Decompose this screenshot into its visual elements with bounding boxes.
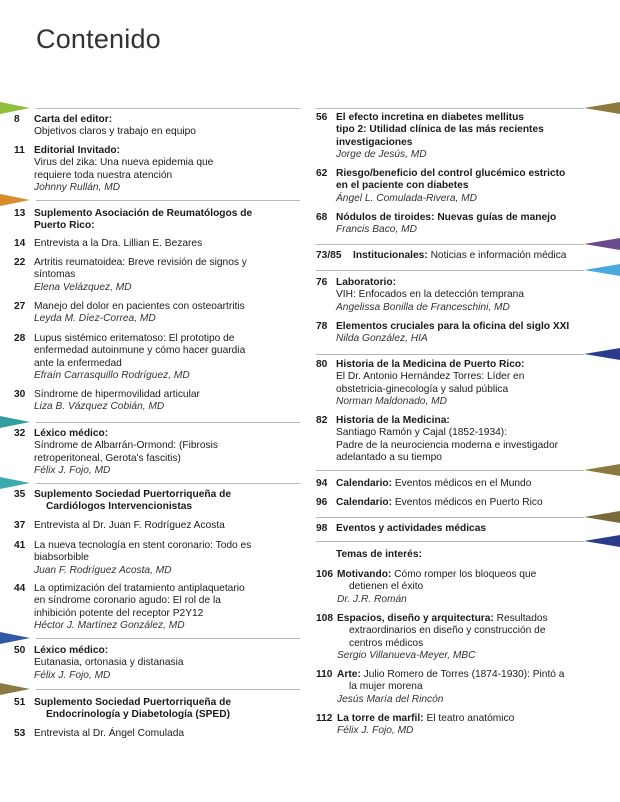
entry-text: Padre de la neurociencia moderna e investigador — [336, 439, 559, 451]
page-number: 73/85 — [316, 250, 342, 261]
entry-text: El teatro anatómico — [426, 713, 515, 724]
entry-text: Manejo del dolor en pacientes con osteoartritis — [34, 301, 245, 312]
marker-brown — [584, 511, 620, 523]
separator — [316, 244, 584, 245]
entry-title: Suplemento Asociación de Reumatólogos de — [34, 208, 253, 219]
entry-text: inhibición potente del receptor P2Y12 — [34, 607, 204, 619]
marker-purple — [584, 238, 620, 250]
entry-title: investigaciones — [336, 136, 413, 148]
entry-title: Nódulos de tiroides: Nuevas guías de manejo — [336, 212, 557, 223]
marker-orange — [0, 194, 30, 206]
separator — [36, 422, 300, 423]
entry-author: Johnny Rullán, MD — [34, 182, 121, 194]
entry-author: Dr. J.R. Román — [337, 593, 407, 605]
page-number: 76 — [316, 277, 328, 288]
separator — [36, 638, 300, 639]
entry-title: Objetivos claros y trabajo en equipo — [34, 126, 196, 138]
entry-text: biabsorbible — [34, 552, 89, 564]
entry-title: Suplemento Sociedad Puertorriqueña de — [34, 697, 231, 708]
page-number: 51 — [14, 697, 26, 708]
entry-text: Lupus sistémico eritematoso: El prototipo de — [34, 333, 235, 344]
page-number: 108 — [316, 613, 333, 624]
entry-title: Calendario: — [336, 497, 393, 508]
page-number: 106 — [316, 569, 333, 580]
page-number: 112 — [316, 713, 333, 724]
separator — [36, 483, 300, 484]
entry-text: Julio Romero de Torres (1874-1930): Pintó a — [363, 669, 565, 680]
page-number: 28 — [14, 333, 26, 344]
marker-cyan — [0, 477, 30, 489]
page-number: 82 — [316, 415, 328, 426]
entry-title: Motivando: — [337, 569, 392, 580]
marker-olive — [584, 102, 620, 114]
entry-title: Puerto Rico: — [34, 220, 95, 232]
section-title: Temas de interés: — [336, 549, 422, 560]
entry-author: Jesús María del Rincón — [337, 693, 444, 705]
entry-title: Institucionales: — [353, 250, 428, 261]
entry-author: Francis Baco, MD — [336, 224, 417, 236]
page-number: 11 — [14, 145, 25, 156]
entry-title: Eventos y actividades médicas — [336, 523, 487, 534]
separator — [316, 517, 584, 518]
entry-text: La optimización del tratamiento antiplaquetario — [34, 583, 245, 594]
separator — [316, 270, 584, 271]
separator — [36, 689, 300, 690]
marker-navy — [584, 348, 620, 360]
separator — [316, 108, 584, 109]
marker-olive — [584, 464, 620, 476]
entry-text: obstetricia-ginecología y salud pública — [336, 383, 509, 395]
entry-author: Ángel L. Comulada-Rivera, MD — [336, 192, 477, 204]
entry-text: requiere toda nuestra atención — [34, 169, 173, 181]
entry-author: Félix J. Fojo, MD — [34, 465, 111, 477]
entry-text: Entrevista al Dr. Juan F. Rodríguez Acosta — [34, 520, 225, 531]
page-number: 14 — [14, 238, 26, 249]
entry-text: Eventos médicos en el Mundo — [394, 478, 532, 489]
entry-title: Espacios, diseño y arquitectura: — [337, 613, 494, 624]
entry-author: Liza B. Vázquez Cobián, MD — [34, 401, 165, 413]
separator — [316, 541, 584, 542]
marker-green — [0, 102, 30, 114]
entry-text: en síndrome coronario agudo: El rol de la — [34, 595, 221, 607]
entry-text: Síndrome de hipermovilidad articular — [34, 389, 200, 400]
entry-title: Calendario: — [336, 478, 393, 489]
entry-text: El Dr. Antonio Hernández Torres: Líder en — [336, 371, 525, 383]
page-number: 56 — [316, 112, 328, 123]
page-number: 35 — [14, 489, 26, 500]
separator — [36, 200, 300, 201]
entry-author: Elena Velázquez, MD — [34, 281, 132, 293]
entry-title: Elementos cruciales para la oficina del siglo XXI — [336, 321, 570, 332]
entry-title: Historia de la Medicina: — [336, 415, 450, 426]
entry-author: Angelissa Bonilla de Franceschini, MD — [336, 301, 510, 313]
page-number: 62 — [316, 168, 328, 179]
entry-title: en el paciente con diabetes — [336, 180, 469, 192]
page-number: 68 — [316, 212, 328, 223]
page-number: 30 — [14, 389, 26, 400]
entry-author: Félix J. Fojo, MD — [34, 669, 111, 681]
entry-title: El efecto incretina en diabetes mellitus — [336, 112, 524, 123]
page-title: Contenido — [36, 24, 161, 54]
marker-navy — [584, 535, 620, 547]
marker-olive — [0, 683, 30, 695]
entry-text: Eventos médicos en Puerto Rico — [394, 497, 543, 508]
page-number: 13 — [14, 208, 26, 219]
page-number: 110 — [316, 669, 333, 680]
page-number: 41 — [14, 540, 26, 551]
entry-text: Virus del zika: Una nueva epidemia que — [34, 157, 214, 169]
page-number: 22 — [14, 257, 26, 268]
entry-author: Norman Maldonado, MD — [336, 396, 447, 408]
entry-text: Artritis reumatoidea: Breve revisión de signos y — [34, 257, 247, 268]
entry-text: síntomas — [34, 269, 76, 281]
entry-text: VIH: Enfocados en la detección temprana — [336, 289, 525, 301]
separator — [316, 470, 584, 471]
page-number: 50 — [14, 645, 26, 656]
entry-author: Efraín Carrasquillo Rodríguez, MD — [34, 370, 190, 382]
entry-text: adelantado a su tiempo — [336, 452, 442, 464]
entry-title: tipo 2: Utilidad clínica de las más recientes — [336, 124, 544, 136]
separator — [36, 108, 300, 109]
entry-text: retroperitoneal, Gerota's fascitis) — [34, 452, 181, 464]
marker-blue — [584, 264, 620, 276]
page-number: 96 — [316, 497, 328, 508]
page-number: 44 — [14, 583, 26, 594]
entry-author: Félix J. Fojo, MD — [337, 725, 414, 737]
page-number: 94 — [316, 478, 328, 489]
entry-title: Historia de la Medicina de Puerto Rico: — [336, 359, 525, 370]
page-number: 78 — [316, 321, 328, 332]
entry-title: Arte: — [337, 669, 361, 680]
entry-title: Riesgo/beneficio del control glucémico estricto — [336, 168, 566, 179]
entry-text: La nueva tecnología en stent coronario: Todo es — [34, 540, 252, 551]
entry-title: La torre de marfil: — [337, 713, 424, 724]
marker-teal — [0, 416, 30, 428]
page-number: 53 — [14, 728, 26, 739]
entry-author: Héctor J. Martínez González, MD — [34, 620, 185, 632]
page-number: 32 — [14, 428, 26, 439]
entry-author: Jorge de Jesús, MD — [336, 149, 427, 161]
entry-text: Cómo romper los bloqueos que — [394, 569, 537, 580]
entry-text: detienen el éxito — [349, 581, 424, 593]
entry-title: Léxico médico: — [34, 645, 109, 656]
page-number: 98 — [316, 523, 328, 534]
entry-text: Resultados — [496, 613, 548, 624]
entry-text: centros médicos — [349, 637, 424, 649]
entry-text: Entrevista al Dr. Ángel Comulada — [34, 728, 185, 739]
page-number: 27 — [14, 301, 26, 312]
entry-title: Léxico médico: — [34, 428, 109, 439]
entry-text: ante la enfermedad — [34, 357, 122, 369]
entry-title: Endocrinología y Diabetología (SPED) — [46, 709, 230, 721]
entry-text: Síndrome de Albarrán-Ormond: (Fibrosis — [34, 440, 219, 452]
marker-navy — [0, 632, 30, 644]
entry-text: Santiago Ramón y Cajal (1852-1934): — [336, 427, 508, 439]
page-number: 8 — [14, 114, 20, 125]
entry-title: Cardiólogos Intervencionistas — [46, 501, 193, 513]
separator — [316, 354, 584, 355]
entry-text: la mujer morena — [349, 681, 423, 693]
entry-text: extraordinarios en diseño y construcción de — [349, 625, 546, 637]
page-number: 80 — [316, 359, 328, 370]
entry-text: Entrevista a la Dra. Lillian E. Bezares — [34, 238, 203, 249]
page-number: 37 — [14, 520, 26, 531]
entry-text: Noticias e información médica — [430, 250, 567, 261]
entry-author: Sergio Villanueva-Meyer, MBC — [337, 650, 476, 662]
entry-title: Suplemento Sociedad Puertorriqueña de — [34, 489, 231, 500]
entry-text: enfermedad autoinmune y cómo hacer guardia — [34, 345, 246, 357]
entry-title: Carta del editor: — [34, 114, 113, 125]
entry-title: Editorial Invitado: — [34, 145, 121, 156]
entry-title: Laboratorio: — [336, 277, 396, 288]
entry-author: Juan F. Rodríguez Acosta, MD — [34, 564, 172, 576]
entry-text: Eutanasia, ortonasia y distanasia — [34, 657, 184, 669]
entry-author: Leyda M. Díez-Correa, MD — [34, 313, 156, 325]
entry-author: Nilda González, HIA — [336, 333, 428, 345]
